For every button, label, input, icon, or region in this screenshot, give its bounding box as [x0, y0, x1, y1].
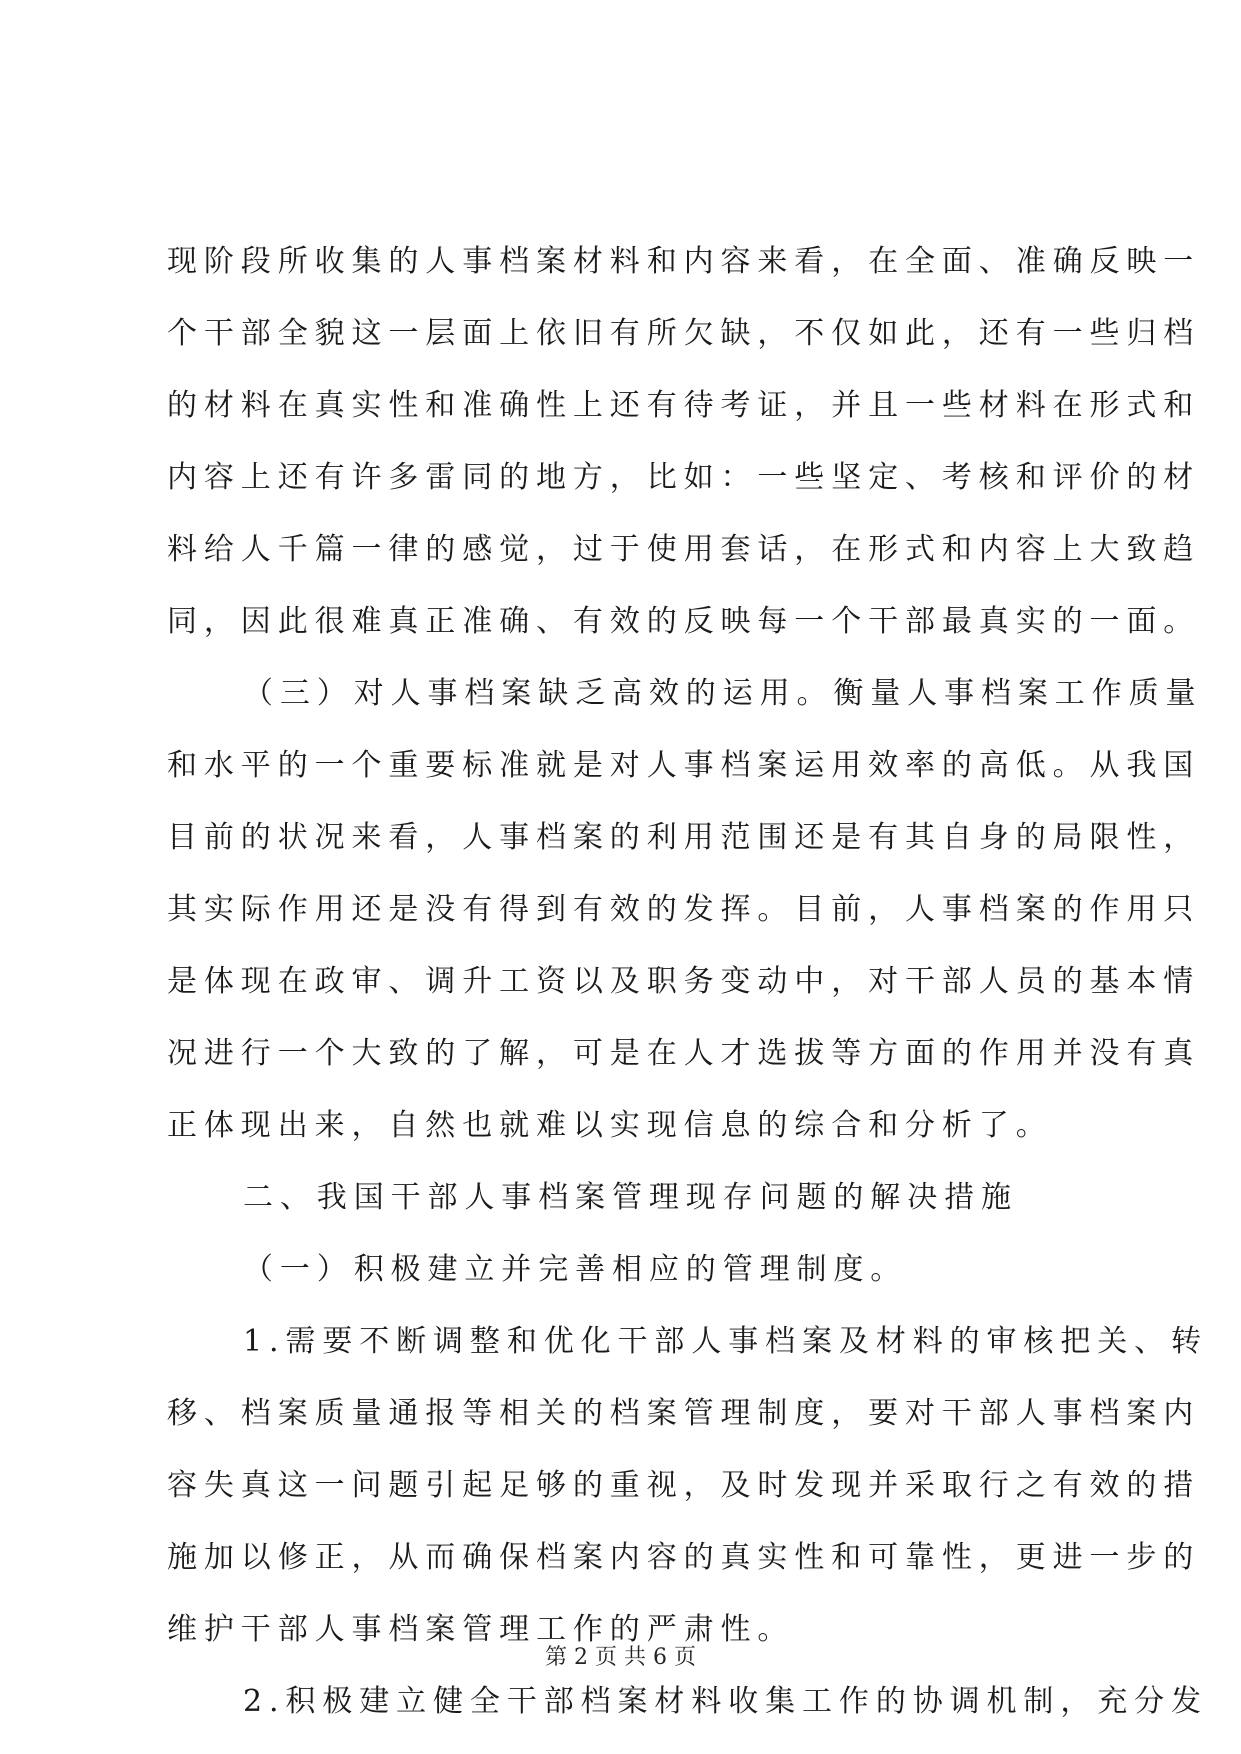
text-line: 的材料在真实性和准确性上还有待考证，并且一些材料在形式和 [167, 388, 1201, 423]
text-line: （三）对人事档案缺乏高效的运用。衡量人事档案工作质量 [243, 676, 1203, 711]
text-line: 内容上还有许多雷同的地方，比如：一些坚定、考核和评价的材 [167, 460, 1201, 495]
text-line: 个干部全貌这一层面上依旧有所欠缺，不仅如此，还有一些归档 [167, 316, 1201, 351]
text-line: 和水平的一个重要标准就是对人事档案运用效率的高低。从我国 [167, 748, 1201, 783]
text-line: 料给人千篇一律的感觉，过于使用套话，在形式和内容上大致趋 [167, 532, 1201, 567]
text-line: 二、我国干部人事档案管理现存问题的解决措施 [243, 1180, 1018, 1215]
text-line: 移、档案质量通报等相关的档案管理制度，要对干部人事档案内 [167, 1396, 1201, 1431]
text-line: 现阶段所收集的人事档案材料和内容来看，在全面、准确反映一 [167, 244, 1201, 279]
text-line: 其实际作用还是没有得到有效的发挥。目前，人事档案的作用只 [167, 892, 1201, 927]
text-line: 2.积极建立健全干部档案材料收集工作的协调机制，充分发 [243, 1684, 1208, 1719]
text-line: 正体现出来，自然也就难以实现信息的综合和分析了。 [167, 1108, 1053, 1143]
text-line: 况进行一个大致的了解，可是在人才选拔等方面的作用并没有真 [167, 1036, 1201, 1071]
page-footer: 第 2 页 共 6 页 [545, 1645, 696, 1670]
text-line: 1.需要不断调整和优化干部人事档案及材料的审核把关、转 [243, 1324, 1208, 1359]
text-line: 同，因此很难真正准确、有效的反映每一个干部最真实的一面。 [167, 604, 1201, 639]
text-line: 目前的状况来看，人事档案的利用范围还是有其自身的局限性， [167, 820, 1201, 855]
text-line: 是体现在政审、调升工资以及职务变动中，对干部人员的基本情 [167, 964, 1201, 999]
text-line: 施加以修正，从而确保档案内容的真实性和可靠性，更进一步的 [167, 1540, 1201, 1575]
text-line: 维护干部人事档案管理工作的严肃性。 [167, 1612, 795, 1647]
document-body [167, 226, 1208, 1738]
text-line: 容失真这一问题引起足够的重视，及时发现并采取行之有效的措 [167, 1468, 1201, 1503]
text-line: （一）积极建立并完善相应的管理制度。 [243, 1252, 908, 1287]
